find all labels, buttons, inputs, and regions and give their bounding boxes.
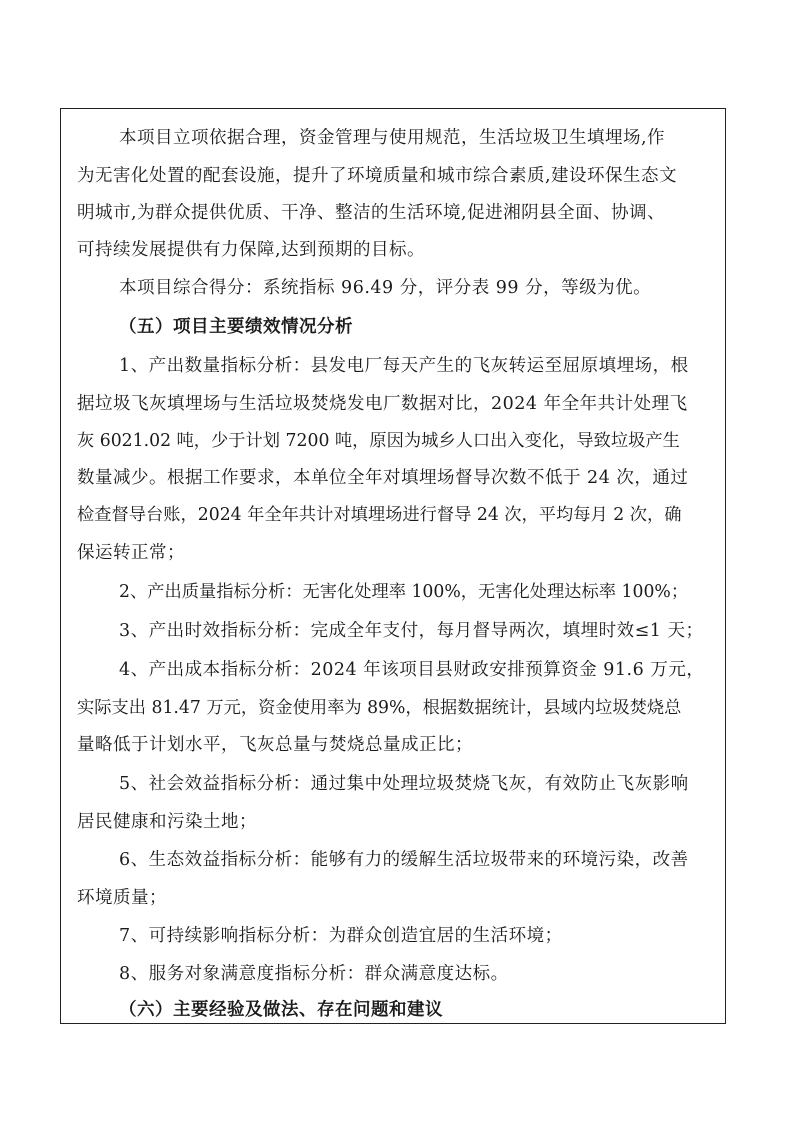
paragraph-line: 4、产出成本指标分析：2024 年该项目县财政安排预算资金 91.6 万元， — [119, 660, 705, 680]
table-cell-frame — [60, 108, 726, 1024]
paragraph-line: 6、生态效益指标分析：能够有力的缓解生活垃圾带来的环境污染，改善 — [119, 850, 689, 870]
paragraph-line: 3、产出时效指标分析：完成全年支付，每月督导两次，填埋时效≤1 天； — [119, 621, 704, 641]
paragraph-line: 据垃圾飞灰填埋场与生活垃圾焚烧发电厂数据对比，2024 年全年共计处理飞 — [77, 394, 688, 414]
paragraph-line: 为无害化处置的配套设施，提升了环境质量和城市综合素质,建设环保生态文 — [77, 166, 678, 186]
section-heading-6: （六）主要经验及做法、存在问题和建议 — [119, 1000, 443, 1020]
paragraph-line: 实际支出 81.47 万元，资金使用率为 89%，根据数据统计，县域内垃圾焚烧总 — [77, 698, 682, 718]
paragraph-line: 居民健康和污染土地； — [77, 812, 257, 832]
paragraph-line: 可持续发展提供有力保障,达到预期的目标。 — [77, 240, 426, 260]
paragraph-line: 5、社会效益指标分析：通过集中处理垃圾焚烧飞灰，有效防止飞灰影响 — [119, 774, 689, 794]
paragraph-line: 环境质量； — [77, 888, 167, 908]
paragraph-line: 明城市,为群众提供优质、干净、整洁的生活环境,促进湘阴县全面、协调、 — [77, 203, 666, 223]
paragraph-line: 本项目立项依据合理，资金管理与使用规范，生活垃圾卫生填埋场,作 — [119, 128, 666, 148]
paragraph-line: 1、产出数量指标分析：县发电厂每天产生的飞灰转运至屈原填埋场，根 — [119, 356, 689, 376]
paragraph-line: 数量减少。根据工作要求，本单位全年对填埋场督导次数不低于 24 次，通过 — [77, 468, 689, 488]
paragraph-line: 7、可持续影响指标分析：为群众创造宜居的生活环境； — [119, 926, 563, 946]
paragraph-line: 灰 6021.02 吨，少于计划 7200 吨，原因为城乡人口出入变化，导致垃圾产生 — [77, 431, 680, 451]
paragraph-line: 8、服务对象满意度指标分析：群众满意度达标。 — [119, 964, 509, 984]
paragraph-line: 保运转正常； — [77, 543, 185, 563]
paragraph-line: 2、产出质量指标分析：无害化处理率 100%，无害化处理达标率 100%； — [119, 582, 689, 602]
section-heading-5: （五）项目主要绩效情况分析 — [119, 317, 353, 337]
paragraph-line: 检查督导台账，2024 年全年共计对填埋场进行督导 24 次，平均每月 2 次，确 — [77, 505, 682, 525]
score-line: 本项目综合得分：系统指标 96.49 分，评分表 99 分，等级为优。 — [119, 278, 652, 298]
paragraph-line: 量略低于计划水平，飞灰总量与焚烧总量成正比； — [77, 735, 473, 755]
